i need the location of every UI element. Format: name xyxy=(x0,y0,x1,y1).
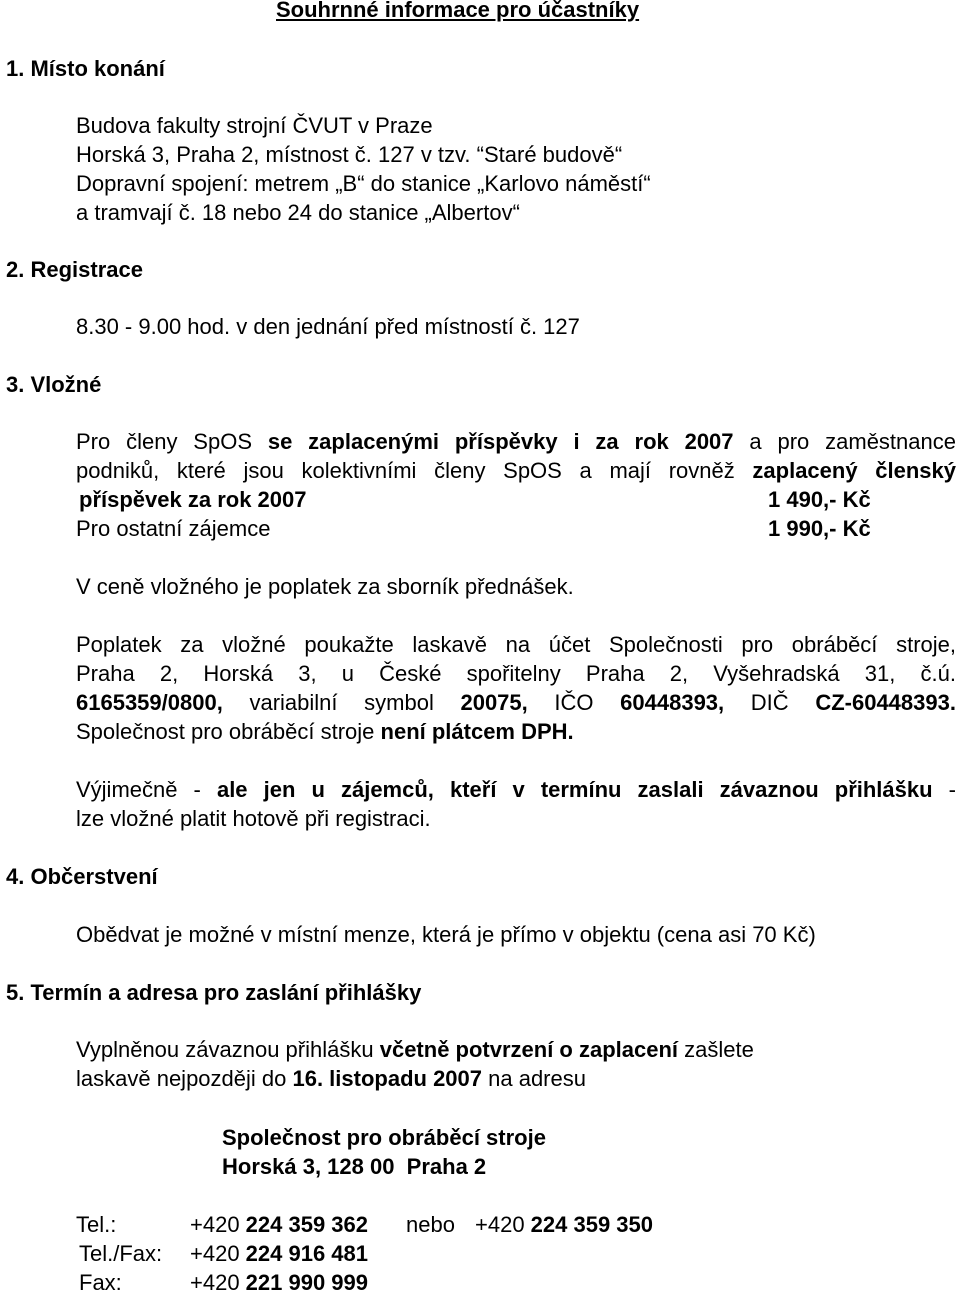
refreshments-line: Obědvat je možné v místní menze, která je přímo v objektu (cena asi 70 Kč) xyxy=(76,922,816,947)
fee-member-label: příspěvek za rok 2007 xyxy=(79,487,307,512)
section-heading-deadline: 5. Termín a adresa pro zaslání přihlášky xyxy=(6,980,422,1005)
venue-line: a tramvají č. 18 nebo 24 do stanice „Albertov“ xyxy=(76,200,520,225)
phone-number-2: +420 224 359 350 xyxy=(475,1212,654,1237)
payment-line: 6165359/0800, variabilní symbol 20075, IČO 60448393, DIČ CZ-60448393. xyxy=(76,690,956,715)
deadline-line: laskavě nejpozději do 16. listopadu 2007 na adresu xyxy=(76,1066,586,1091)
phone-number-1: +420 224 359 362 xyxy=(190,1212,369,1237)
venue-line: Dopravní spojení: metrem „B“ do stanice „Karlovo náměstí“ xyxy=(76,171,651,196)
payment-line: Praha 2, Horská 3, u České spořitelny Praha 2, Vyšehradská 31, č.ú. xyxy=(76,661,956,686)
venue-line: Budova fakulty strojní ČVUT v Praze xyxy=(76,113,433,138)
fee-other-label: Pro ostatní zájemce xyxy=(76,516,271,541)
telfax-number: +420 224 916 481 xyxy=(190,1241,369,1266)
registration-line: 8.30 - 9.00 hod. v den jednání před místností č. 127 xyxy=(76,314,580,339)
telfax-label: Tel./Fax: xyxy=(79,1241,163,1266)
fee-paragraph-line: Pro členy SpOS se zaplacenými příspěvky i za rok 2007 a pro zaměstnance xyxy=(76,429,956,454)
section-heading-registration: 2. Registrace xyxy=(6,257,143,282)
fee-member-price: 1 490,- Kč xyxy=(768,487,871,512)
payment-line: Poplatek za vložné poukažte laskavě na účet Společnosti pro obráběcí stroje, xyxy=(76,632,956,657)
phone-or: nebo xyxy=(406,1212,455,1237)
deadline-line: Vyplněnou závaznou přihlášku včetně potvrzení o zaplacení zašlete xyxy=(76,1037,754,1062)
address-street: Horská 3, 128 00 Praha 2 xyxy=(222,1154,487,1179)
exception-line: lze vložné platit hotově při registraci. xyxy=(76,806,431,831)
section-heading-venue: 1. Místo konání xyxy=(6,56,165,81)
payment-line: Společnost pro obráběcí stroje není plátcem DPH. xyxy=(76,719,574,744)
fax-number: +420 221 990 999 xyxy=(190,1270,369,1295)
section-heading-refreshments: 4. Občerstvení xyxy=(6,864,158,889)
fee-note: V ceně vložného je poplatek za sborník přednášek. xyxy=(76,574,574,599)
exception-line: Výjimečně - ale jen u zájemců, kteří v termínu zaslali závaznou přihlášku - xyxy=(76,777,956,802)
fee-paragraph-line: podniků, které jsou kolektivními členy SpOS a mají rovněž zaplacený členský xyxy=(76,458,956,483)
address-organization: Společnost pro obráběcí stroje xyxy=(222,1125,546,1150)
document-title: Souhrnné informace pro účastníky xyxy=(276,0,640,22)
phone-label: Tel.: xyxy=(76,1212,117,1237)
venue-line: Horská 3, Praha 2, místnost č. 127 v tzv. “Staré budově“ xyxy=(76,142,623,167)
fax-label: Fax: xyxy=(79,1270,122,1295)
fee-other-price: 1 990,- Kč xyxy=(768,516,871,541)
section-heading-fee: 3. Vložné xyxy=(6,372,102,397)
